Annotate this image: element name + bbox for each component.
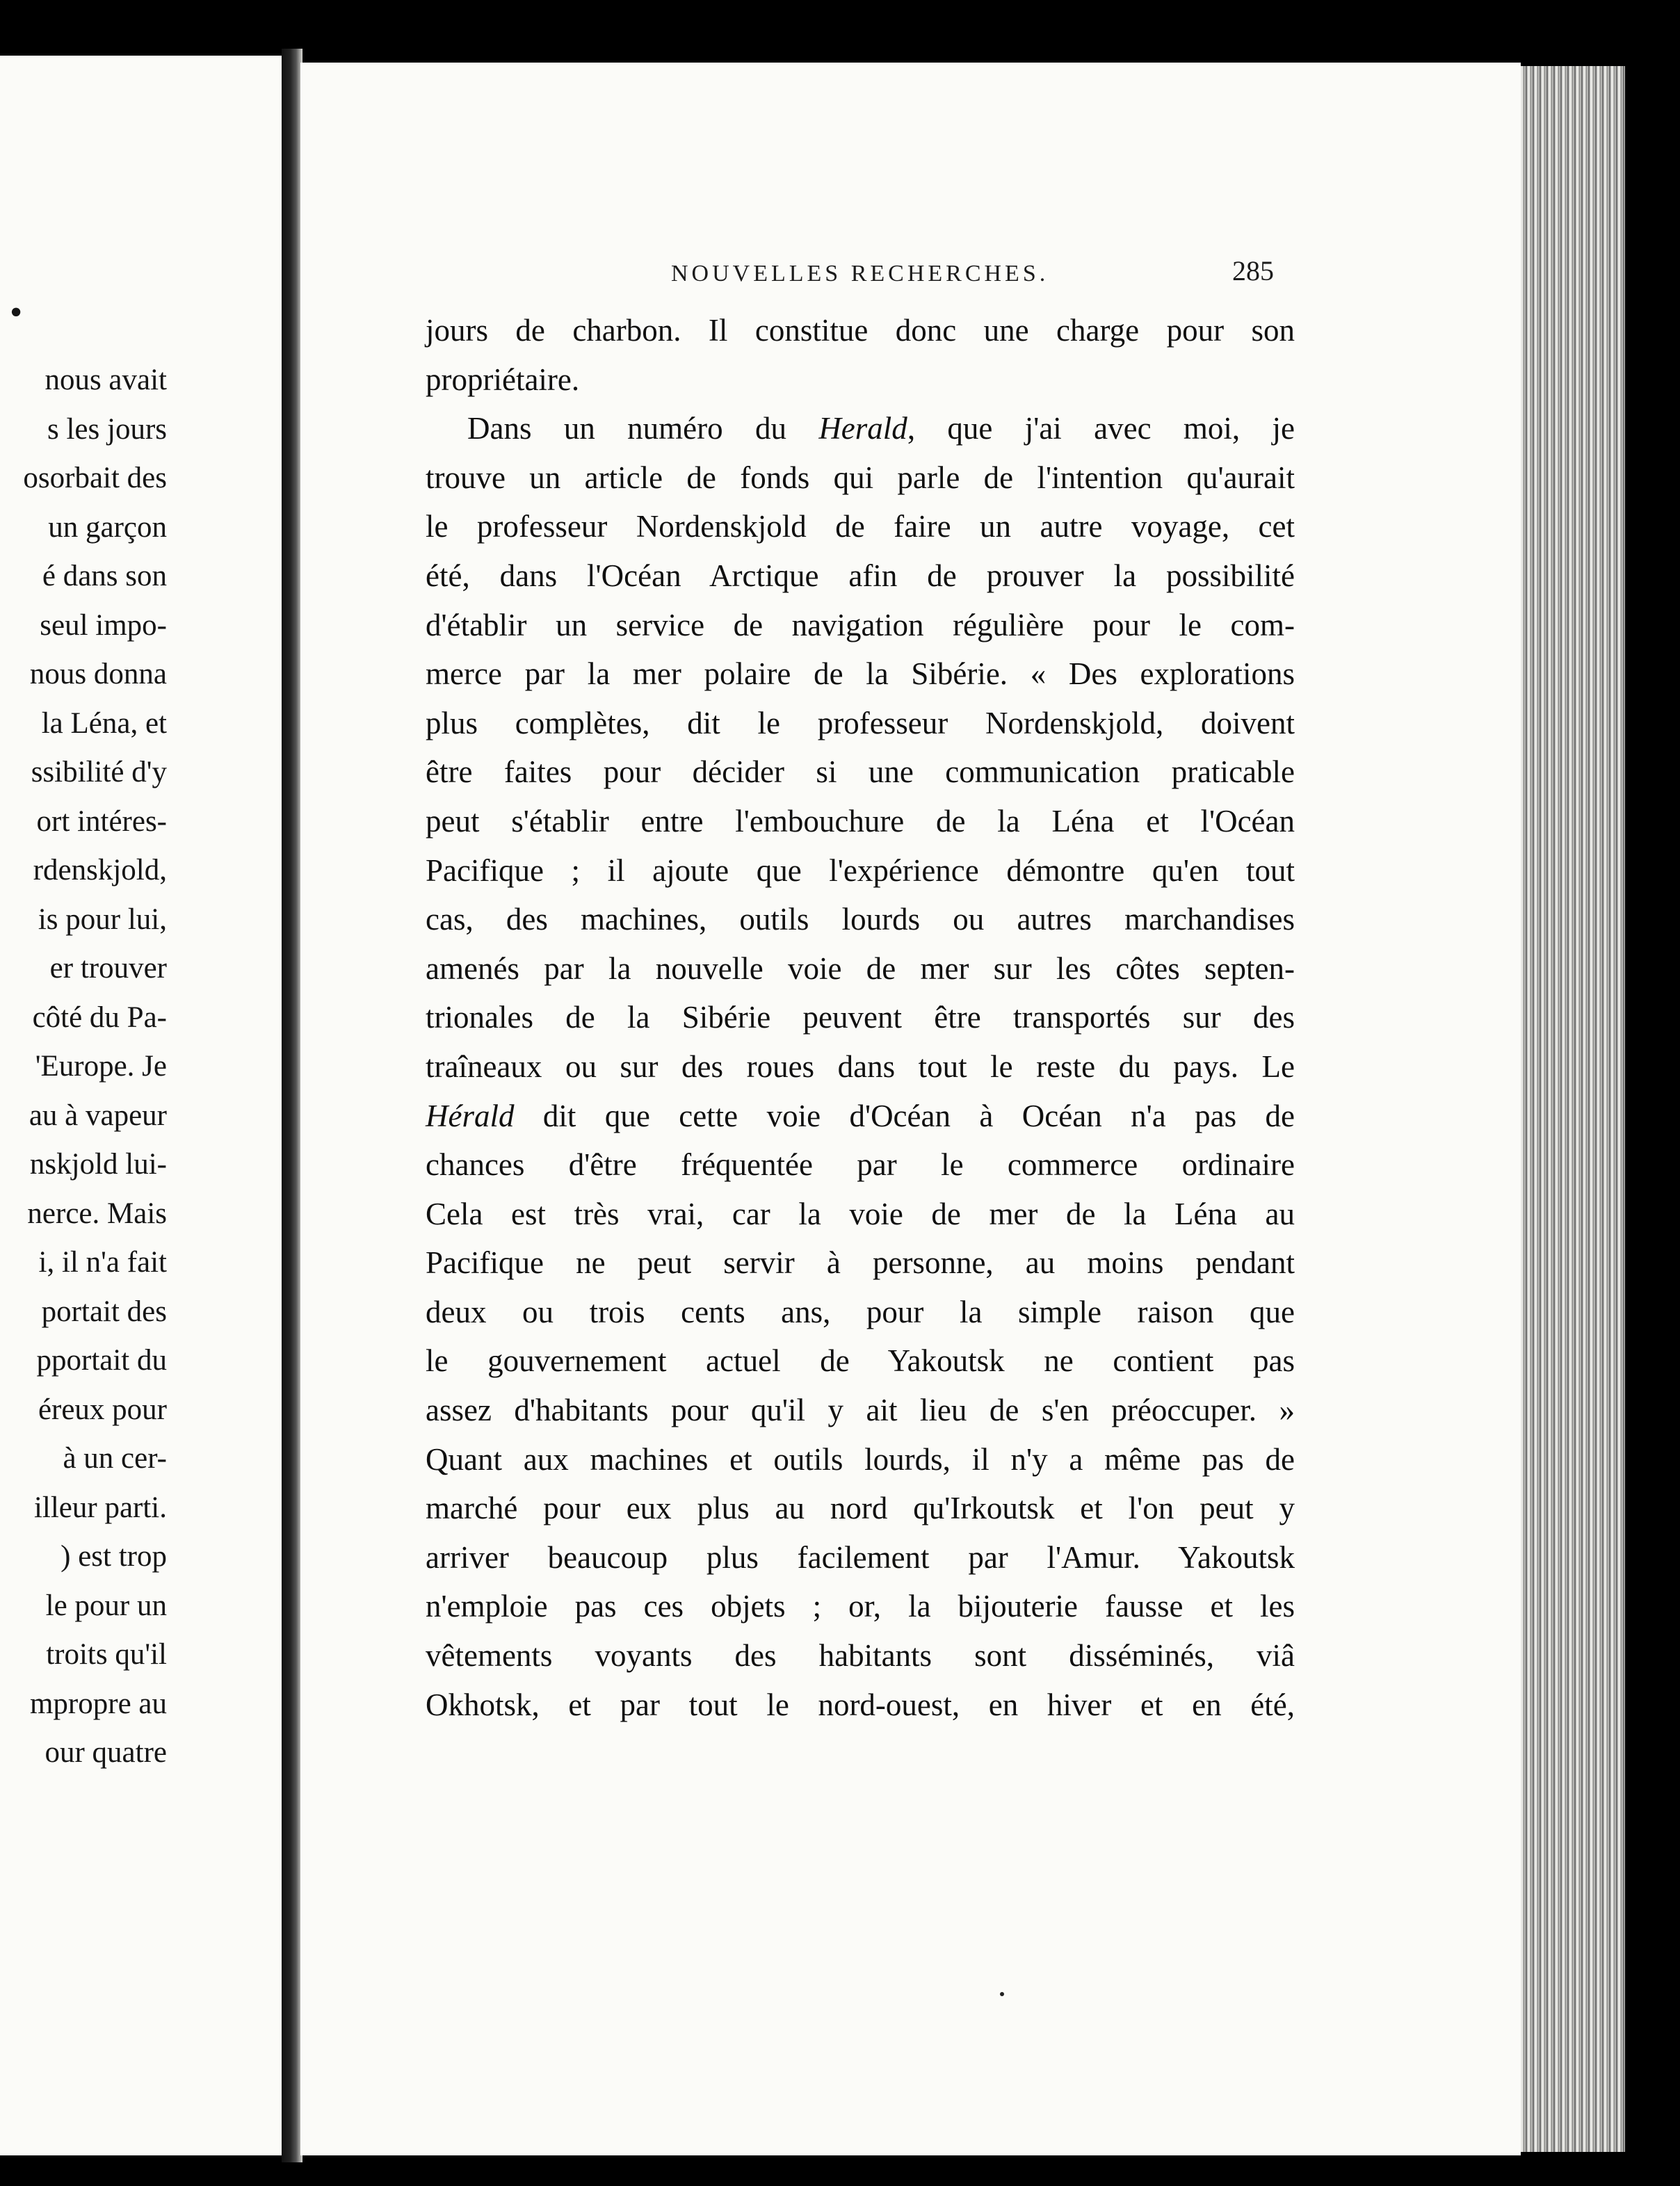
body-line-text: , que j'ai avec moi, je xyxy=(907,411,1295,446)
left-page-line: troits qu'il xyxy=(46,1638,167,1671)
left-page-line: é dans son xyxy=(42,560,167,592)
body-line: Quant aux machines et outils lourds, il n'y a même pas de xyxy=(426,1441,1295,1477)
left-page-line: un garçon xyxy=(48,510,167,544)
body-line: trouve un article de fonds qui parle de l'intention qu'aurait xyxy=(426,460,1295,495)
left-page-line: pportait du xyxy=(36,1344,167,1377)
left-page-line: au à vapeur xyxy=(29,1099,167,1132)
page-edges xyxy=(1521,66,1625,2152)
left-page-line: rdenskjold, xyxy=(33,854,167,886)
left-page-line: i, il n'a fait xyxy=(38,1246,167,1279)
body-line: arriver beaucoup plus facilement par l'Amur. Yakoutsk xyxy=(426,1539,1295,1575)
previous-page-text xyxy=(0,356,167,1778)
left-page-line: ort intéres- xyxy=(36,804,167,838)
body-line-text: Dans un numéro du xyxy=(467,411,819,446)
body-line: amenés par la nouvelle voie de mer sur les côtes septen- xyxy=(426,950,1295,986)
left-page-line: nous avait xyxy=(45,364,167,396)
left-page-line: ) est trop xyxy=(60,1540,167,1573)
body-line xyxy=(426,1092,1295,1141)
page-mark: • xyxy=(10,293,23,332)
previous-page xyxy=(0,56,285,2155)
body-line: trionales de la Sibérie peuvent être transportés sur des xyxy=(426,1000,1295,1035)
body-line: merce par la mer polaire de la Sibérie. « Des explorations xyxy=(426,656,1295,692)
italic-title: Hérald xyxy=(426,1098,515,1133)
left-page-line: osorbait des xyxy=(23,462,167,494)
body-line-text: dit que cette voie d'Océan à Océan n'a pas de xyxy=(514,1098,1295,1133)
body-line: le gouvernement actuel de Yakoutsk ne contient pas xyxy=(426,1343,1295,1379)
left-page-line: nskjold lui- xyxy=(29,1148,167,1181)
left-page-line: nous donna xyxy=(29,658,167,690)
left-page-line: côté du Pa- xyxy=(32,1001,167,1034)
body-line: assez d'habitants pour qu'il y ait lieu de s'en préoccuper. » xyxy=(426,1393,1295,1428)
body-line: plus complètes, dit le professeur Nordenskjold, doivent xyxy=(426,705,1295,740)
body-line: chances d'être fréquentée par le commerce ordinaire xyxy=(426,1147,1295,1183)
left-page-line: er trouver xyxy=(49,952,167,985)
body-line: deux ou trois cents ans, pour la simple raison que xyxy=(426,1294,1295,1329)
body-line: Cela est très vrai, car la voie de mer de la Léna au xyxy=(426,1196,1295,1231)
left-page-line: éreux pour xyxy=(38,1393,167,1426)
left-page-line: la Léna, et xyxy=(41,706,167,740)
body-line: cas, des machines, outils lourds ou autres marchandises xyxy=(426,902,1295,937)
left-page-line: à un cer- xyxy=(63,1442,167,1475)
body-line: d'établir un service de navigation régulière pour le com- xyxy=(426,607,1295,642)
body-line: le professeur Nordenskjold de faire un autre voyage, cet xyxy=(426,509,1295,544)
left-page-line: portait des xyxy=(41,1295,167,1328)
italic-title: Herald xyxy=(818,411,907,446)
body-text xyxy=(426,306,1295,1729)
body-line xyxy=(426,404,1295,453)
book-gutter xyxy=(282,49,302,2162)
body-line: peut s'établir entre l'embouchure de la Léna et l'Océan xyxy=(426,803,1295,839)
body-line: marché pour eux plus au nord qu'Irkoutsk et l'on peut y xyxy=(426,1491,1295,1526)
body-line: jours de charbon. Il constitue donc une charge pour son xyxy=(426,313,1295,348)
body-line: propriétaire. xyxy=(426,362,580,397)
left-page-line: le pour un xyxy=(45,1589,167,1622)
left-page-line: nerce. Mais xyxy=(27,1197,167,1230)
left-page-line: our quatre xyxy=(45,1736,167,1769)
body-line: Pacifique ; il ajoute que l'expérience démontre qu'en tout xyxy=(426,852,1295,888)
left-page-line: 'Europe. Je xyxy=(35,1050,167,1083)
running-head: NOUVELLES RECHERCHES. xyxy=(671,261,1049,286)
left-page-line: illeur parti. xyxy=(33,1491,167,1524)
ink-speck xyxy=(1000,1992,1004,1996)
body-line: vêtements voyants des habitants sont disséminés, viâ xyxy=(426,1638,1295,1674)
body-line: Okhotsk, et par tout le nord-ouest, en hiver et en été, xyxy=(426,1687,1295,1722)
left-page-line: ssibilité d'y xyxy=(31,756,167,788)
left-page-line: s les jours xyxy=(47,412,167,446)
left-page-line: is pour lui, xyxy=(38,902,167,936)
body-line: été, dans l'Océan Arctique afin de prouver la possibilité xyxy=(426,558,1295,593)
body-line: traîneaux ou sur des roues dans tout le reste du pays. Le xyxy=(426,1049,1295,1084)
left-page-line: seul impo- xyxy=(40,608,167,642)
body-line: n'emploie pas ces objets ; or, la bijouterie fausse et les xyxy=(426,1589,1295,1624)
left-page-line: mpropre au xyxy=(29,1687,167,1720)
page-number: 285 xyxy=(1232,255,1274,286)
body-line: Pacifique ne peut servir à personne, au moins pendant xyxy=(426,1245,1295,1281)
body-line: être faites pour décider si une communication praticable xyxy=(426,754,1295,790)
